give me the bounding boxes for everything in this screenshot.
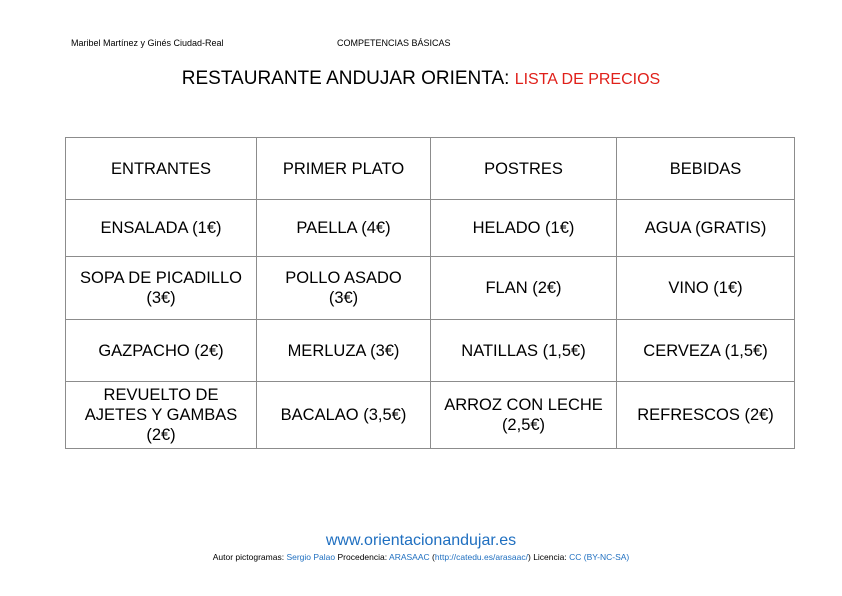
table-row	[66, 382, 795, 449]
credits-source-url[interactable]: http://catedu.es/arasaac/	[434, 552, 528, 562]
title-sub: LISTA DE PRECIOS	[514, 71, 661, 88]
credits-line	[0, 552, 842, 562]
header-cell-bebidas: BEBIDAS	[617, 138, 795, 200]
credits-license-label: Licencia:	[533, 552, 567, 562]
page-title	[0, 68, 842, 90]
credits-author-label: Autor pictogramas:	[212, 552, 285, 562]
credits-url-open: (	[432, 552, 435, 562]
table-cell: REVUELTO DE AJETES Y GAMBAS (2€)	[66, 382, 257, 449]
table-cell: NATILLAS (1,5€)	[431, 320, 617, 382]
table-cell: SOPA DE PICADILLO (3€)	[66, 257, 257, 320]
credits-source[interactable]: ARASAAC	[389, 552, 430, 562]
table-cell: ENSALADA (1€)	[66, 200, 257, 257]
table-cell: REFRESCOS (2€)	[617, 382, 795, 449]
table-cell: ARROZ CON LECHE (2,5€)	[431, 382, 617, 449]
table-cell: HELADO (1€)	[431, 200, 617, 257]
header-cell-postres: POSTRES	[431, 138, 617, 200]
table-row	[66, 257, 795, 320]
table-cell: MERLUZA (3€)	[257, 320, 431, 382]
table-header-row	[66, 138, 795, 200]
table-cell: CERVEZA (1,5€)	[617, 320, 795, 382]
price-table	[65, 137, 795, 449]
table-cell: POLLO ASADO (3€)	[257, 257, 431, 320]
table-cell: BACALAO (3,5€)	[257, 382, 431, 449]
table-cell: AGUA (GRATIS)	[617, 200, 795, 257]
table-row	[66, 200, 795, 257]
credits-source-label: Procedencia:	[337, 552, 388, 562]
header-cell-entrantes: ENTRANTES	[66, 138, 257, 200]
credits-url-close: )	[527, 552, 531, 562]
website-link[interactable]: www.orientacionandujar.es	[325, 532, 517, 549]
header-author: Maribel Martínez y Ginés Ciudad-Real	[71, 38, 224, 48]
table-row	[66, 320, 795, 382]
title-main: RESTAURANTE ANDUJAR ORIENTA:	[181, 68, 510, 89]
table-cell: PAELLA (4€)	[257, 200, 431, 257]
credits-license[interactable]: CC (BY-NC-SA)	[569, 552, 630, 562]
table-cell: FLAN (2€)	[431, 257, 617, 320]
header-subject: COMPETENCIAS BÁSICAS	[337, 38, 451, 48]
credits-author[interactable]: Sergio Palao	[286, 552, 336, 562]
table-cell: VINO (1€)	[617, 257, 795, 320]
table-cell: GAZPACHO (2€)	[66, 320, 257, 382]
header-cell-primer-plato: PRIMER PLATO	[257, 138, 431, 200]
